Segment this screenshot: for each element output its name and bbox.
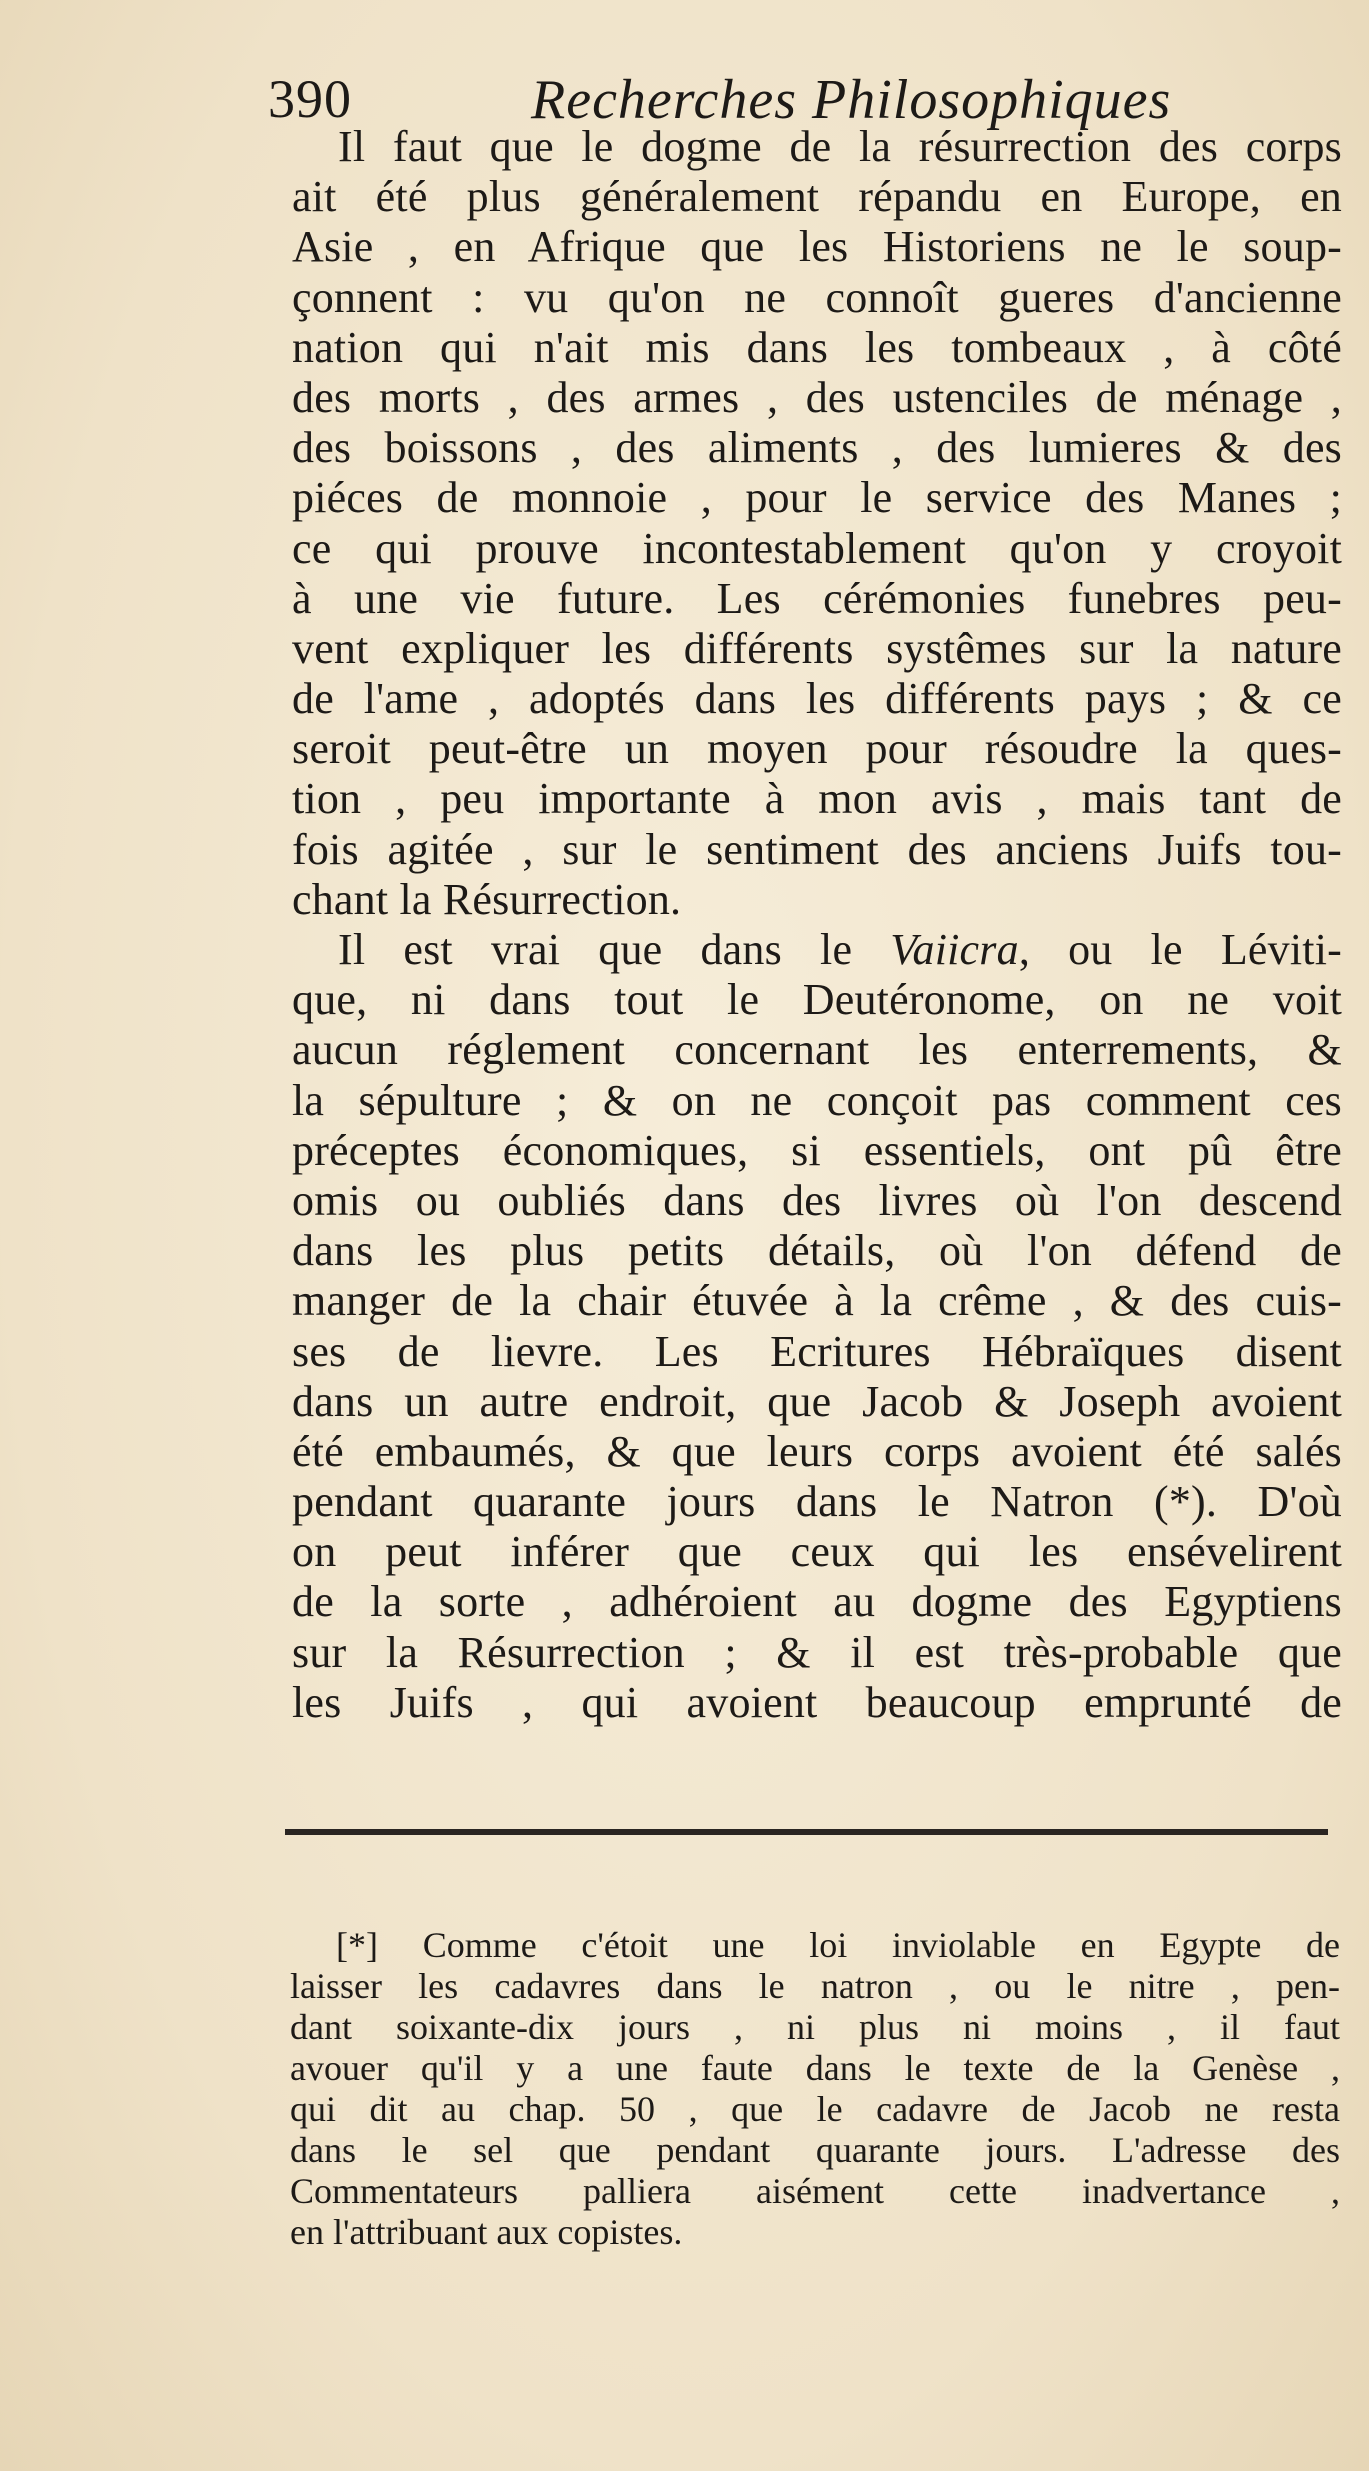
text-line: sur la Résurrection ; & il est très-probable que (292, 1627, 1342, 1677)
text-line: ait été plus généralement répandu en Europe, en (292, 172, 1342, 222)
text-line: tion , peu importante à mon avis , mais tant de (292, 774, 1342, 824)
text-line: çonnent : vu qu'on ne connoît gueres d'ancienne (292, 272, 1342, 322)
text-line: dans les plus petits détails, où l'on défend de (292, 1226, 1342, 1276)
text-line: la sépulture ; & on ne conçoit pas comment ces (292, 1075, 1342, 1125)
text-line: ce qui prouve incontestablement qu'on y croyoit (292, 523, 1342, 573)
text-line: des boissons , des aliments , des lumieres & des (292, 423, 1342, 473)
text-line: aucun réglement concernant les enterrements, & (292, 1025, 1342, 1075)
text-line: Asie , en Afrique que les Historiens ne le soup- (292, 222, 1342, 272)
text-fragment: , ou le Léviti- (1018, 925, 1342, 974)
footnote-line: dant soixante-dix jours , ni plus ni moins , il faut (290, 2007, 1340, 2047)
text-line: les Juifs , qui avoient beaucoup emprunté de (292, 1677, 1342, 1727)
text-line: des morts , des armes , des ustenciles de ménage , (292, 372, 1342, 422)
footnote-rule (285, 1829, 1328, 1835)
text-line: omis ou oubliés dans des livres où l'on descend (292, 1175, 1342, 1225)
text-line: dans un autre endroit, que Jacob & Joseph avoient (292, 1376, 1342, 1426)
text-line: fois agitée , sur le sentiment des anciens Juifs tou- (292, 824, 1342, 874)
italic-term: Vaiicra (890, 925, 1019, 974)
main-text (292, 122, 1342, 1728)
text-line: que, ni dans tout le Deutéronome, on ne voit (292, 975, 1342, 1025)
footnote-line: avouer qu'il y a une faute dans le texte de la Genèse , (290, 2048, 1340, 2088)
text-line: de l'ame , adoptés dans les différents pays ; & ce (292, 674, 1342, 724)
text-line: chant la Résurrection. (292, 874, 682, 924)
text-line: à une vie future. Les cérémonies funebres peu- (292, 573, 1342, 623)
text-line: Il faut que le dogme de la résurrection des corps (338, 122, 1342, 171)
running-head: Recherches Philosophiques (531, 69, 1172, 131)
page-number: 390 (268, 69, 352, 129)
text-line: pendant quarante jours dans le Natron (*). D'où (292, 1477, 1342, 1527)
footnote-line: [*] Comme c'étoit une loi inviolable en Egypte de (336, 1925, 1340, 1965)
footnote-line: qui dit au chap. 50 , que le cadavre de Jacob ne resta (290, 2089, 1340, 2129)
text-line: été embaumés, & que leurs corps avoient été salés (292, 1426, 1342, 1476)
text-line: vent expliquer les différents systêmes sur la nature (292, 623, 1342, 673)
text-line: on peut inférer que ceux qui les ensévelirent (292, 1527, 1342, 1577)
text-line: manger de la chair étuvée à la crême , & des cuis- (292, 1276, 1342, 1326)
text-line-mixed (292, 925, 1342, 975)
footnote-line: dans le sel que pendant quarante jours. L'adresse des (290, 2130, 1340, 2170)
text-fragment: Il est vrai que dans le (338, 925, 853, 974)
text-line: de la sorte , adhéroient au dogme des Egyptiens (292, 1577, 1342, 1627)
text-line: piéces de monnoie , pour le service des Manes ; (292, 473, 1342, 523)
footnote (290, 1925, 1340, 2253)
text-line: seroit peut-être un moyen pour résoudre la ques- (292, 724, 1342, 774)
footnote-line: en l'attribuant aux copistes. (290, 2212, 683, 2252)
text-line: préceptes économiques, si essentiels, ont pû être (292, 1125, 1342, 1175)
text-line: nation qui n'ait mis dans les tombeaux , à côté (292, 322, 1342, 372)
footnote-line: Commentateurs palliera aisément cette inadvertance , (290, 2171, 1340, 2211)
footnote-line: laisser les cadavres dans le natron , ou le nitre , pen- (290, 1966, 1340, 2006)
text-line: ses de lievre. Les Ecritures Hébraïques disent (292, 1326, 1342, 1376)
